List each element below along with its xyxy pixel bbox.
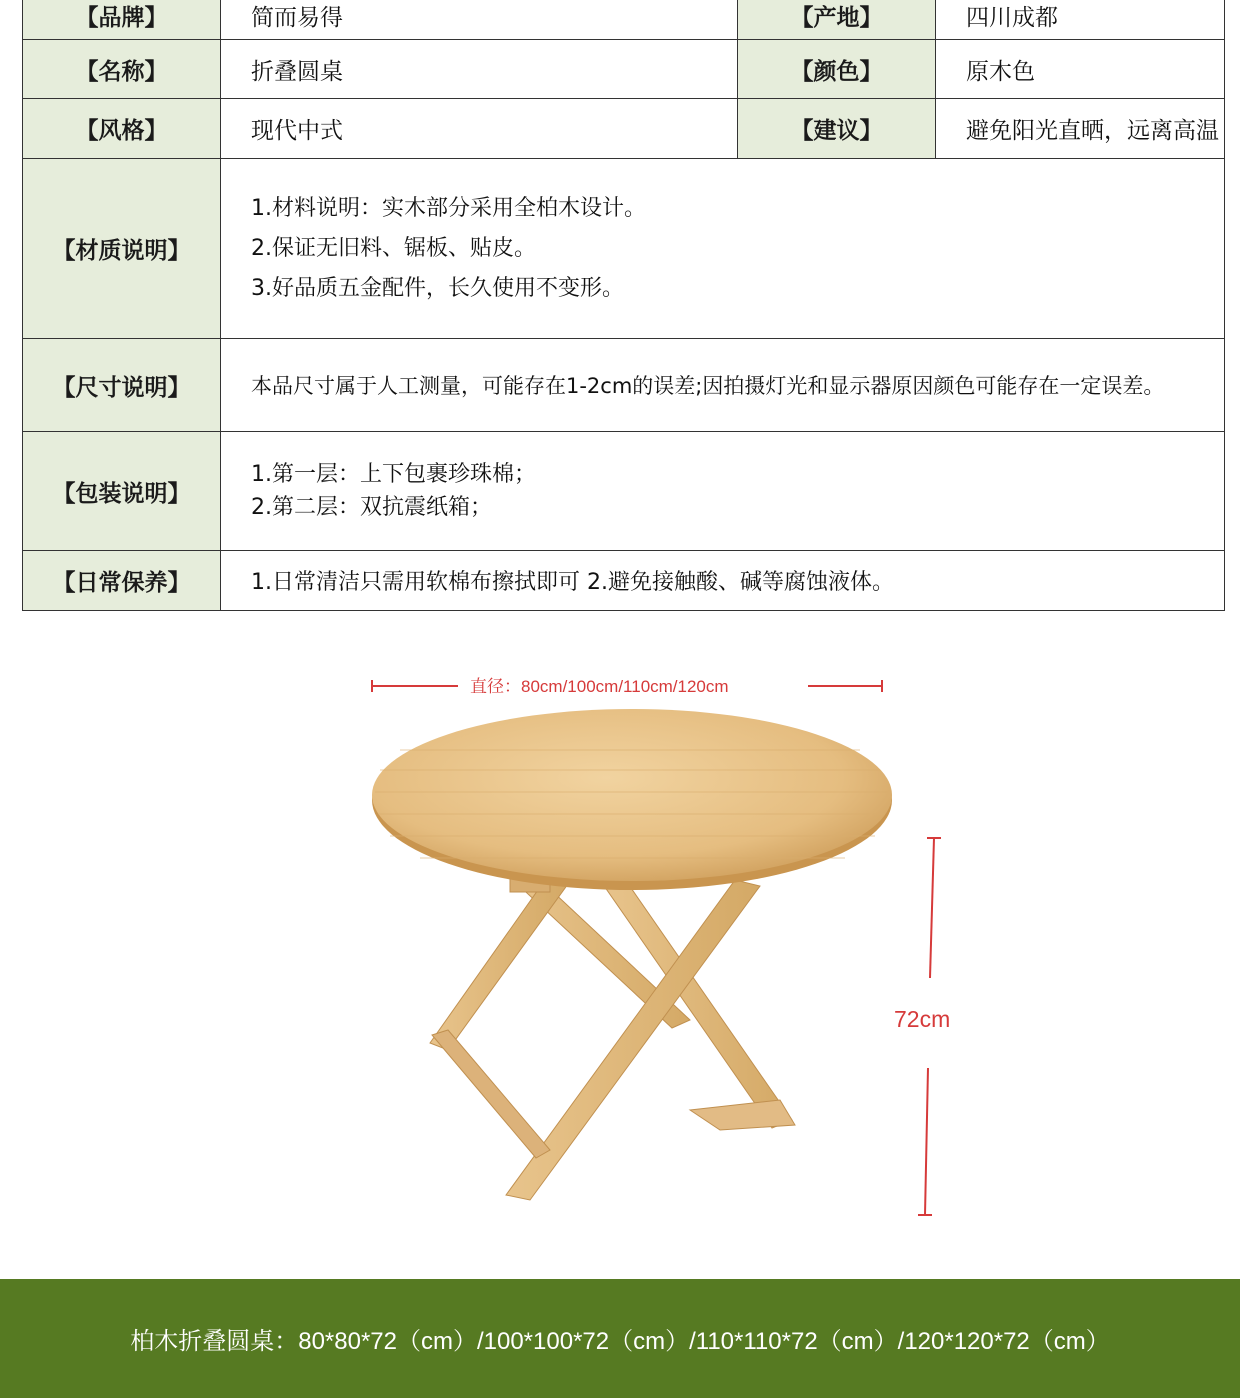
name-label: 【名称】: [23, 40, 221, 99]
color-label: 【颜色】: [738, 40, 936, 99]
material-line: 2.保证无旧料、锯板、贴皮。: [251, 235, 536, 261]
size-value: 本品尺寸属于人工测量，可能存在1-2cm的误差;因拍摄灯光和显示器原因颜色可能存在一定误差。: [221, 339, 1225, 432]
spec-row-name: [23, 40, 1225, 99]
packing-label: 【包装说明】: [23, 432, 221, 551]
spec-row-material: [23, 159, 1225, 339]
origin-label: 【产地】: [738, 0, 936, 40]
packing-value: [221, 432, 1225, 551]
size-banner: [0, 1279, 1240, 1398]
spec-row-care: [23, 551, 1225, 611]
care-value: 1.日常清洁只需用软棉布擦拭即可 2.避免接触酸、碱等腐蚀液体。: [221, 551, 1225, 611]
care-label: 【日常保养】: [23, 551, 221, 611]
color-value: 原木色: [936, 40, 1225, 99]
packing-line: 2.第二层：双抗震纸箱；: [251, 495, 492, 520]
spec-row-size: [23, 339, 1225, 432]
name-value: 折叠圆桌: [221, 40, 738, 99]
table-top: [372, 709, 892, 890]
size-banner-text: 柏木折叠圆桌：80*80*72（cm）/100*100*72（cm）/110*110*72（cm）/120*120*72（cm）: [130, 1328, 1110, 1355]
diameter-label: 直径：80cm/100cm/110cm/120cm: [470, 677, 729, 696]
size-label: 【尺寸说明】: [23, 339, 221, 432]
material-label: 【材质说明】: [23, 159, 221, 339]
spec-row-brand: [23, 0, 1225, 40]
brand-value: 简而易得: [221, 0, 738, 40]
spec-row-style: [23, 99, 1225, 159]
table-legs: [430, 872, 795, 1200]
advice-label: 【建议】: [738, 99, 936, 159]
style-label: 【风格】: [23, 99, 221, 159]
spec-row-packing: [23, 432, 1225, 551]
brand-label: 【品牌】: [23, 0, 221, 40]
advice-value: 避免阳光直晒，远离高温: [936, 99, 1225, 159]
packing-line: 1.第一层：上下包裹珍珠棉；: [251, 462, 536, 487]
material-value: [221, 159, 1225, 339]
origin-value: 四川成都: [936, 0, 1225, 40]
material-line: 1.材料说明：实木部分采用全柏木设计。: [251, 195, 646, 221]
style-value: 现代中式: [221, 99, 738, 159]
folding-table-illustration: [0, 640, 1240, 1240]
material-line: 3.好品质五金配件，长久使用不变形。: [251, 275, 624, 301]
height-label: 72cm: [894, 1006, 951, 1032]
product-figure: [0, 640, 1240, 1240]
product-spec-table: [22, 0, 1225, 611]
